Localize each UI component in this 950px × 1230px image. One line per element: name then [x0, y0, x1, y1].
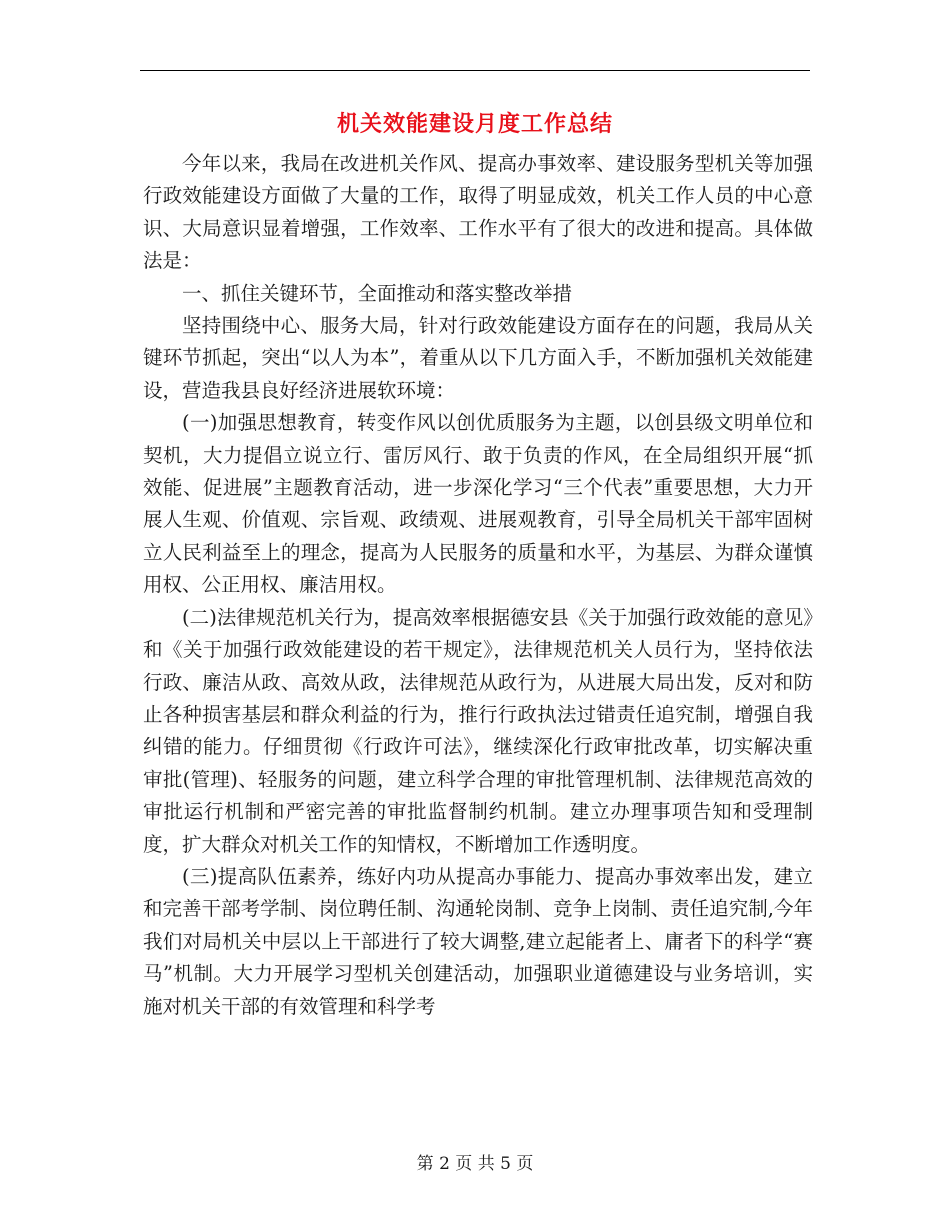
- document-body: [143, 148, 813, 1023]
- paragraph-item-2: (二)法律规范机关行为，提高效率根据德安县《关于加强行政效能的意见》和《关于加强行政效能建设的若干规定》，法律规范机关人员行为，坚持依法行政、廉洁从政、高效从政，法律规范从政行为，从进展大局出发，反对和防止各种损害基层和群众利益的行为，推行行政执法过错责任追究制，增强自我纠错的能力。仔细贯彻《行政许可法》，继续深化行政审批改革，切实解决重审批(管理)、轻服务的问题，建立科学合理的审批管理机制、法律规范高效的审批运行机制和严密完善的审批监督制约机制。建立办理事项告知和受理制度，扩大群众对机关工作的知情权，不断增加工作透明度。: [143, 605, 813, 856]
- paragraph-intro: 今年以来，我局在改进机关作风、提高办事效率、建设服务型机关等加强行政效能建设方面做了大量的工作，取得了明显成效，机关工作人员的中心意识、大局意识显着增强，工作效率、工作水平有了很大的改进和提高。具体做法是：: [143, 152, 813, 273]
- paragraph-section-1: 坚持围绕中心、服务大局，针对行政效能建设方面存在的问题，我局从关键环节抓起，突出“以人为本”，着重从以下几方面入手，不断加强机关效能建设，营造我县良好经济进展软环境：: [143, 314, 813, 402]
- paragraph-item-1: (一)加强思想教育，转变作风以创优质服务为主题，以创县级文明单位和契机，大力提倡立说立行、雷厉风行、敢于负责的作风，在全局组织开展“抓效能、促进展”主题教育活动，进一步深化学习“三个代表”重要思想，大力开展人生观、价值观、宗旨观、政绩观、进展观教育，引导全局机关干部牢固树立人民利益至上的理念，提高为人民服务的质量和水平，为基层、为群众谨慎用权、公正用权、廉洁用权。: [143, 411, 813, 597]
- paragraph-item-3: (三)提高队伍素养，练好内功从提高办事能力、提高办事效率出发，建立和完善干部考学制、岗位聘任制、沟通轮岗制、竞争上岗制、责任追究制,今年我们对局机关中层以上干部进行了较大调整,建立起能者上、庸者下的科学“赛马”机制。大力开展学习型机关创建活动，加强职业道德建设与业务培训，实施对机关干部的有效管理和科学考: [143, 864, 813, 1018]
- header-rule: [140, 70, 810, 71]
- section-heading-1: 一、抓住关键环节，全面推动和落实整改举措: [182, 281, 573, 305]
- document-title: 机关效能建设月度工作总结: [336, 111, 613, 137]
- page-number-footer: 第 2 页 共 5 页: [416, 1154, 534, 1174]
